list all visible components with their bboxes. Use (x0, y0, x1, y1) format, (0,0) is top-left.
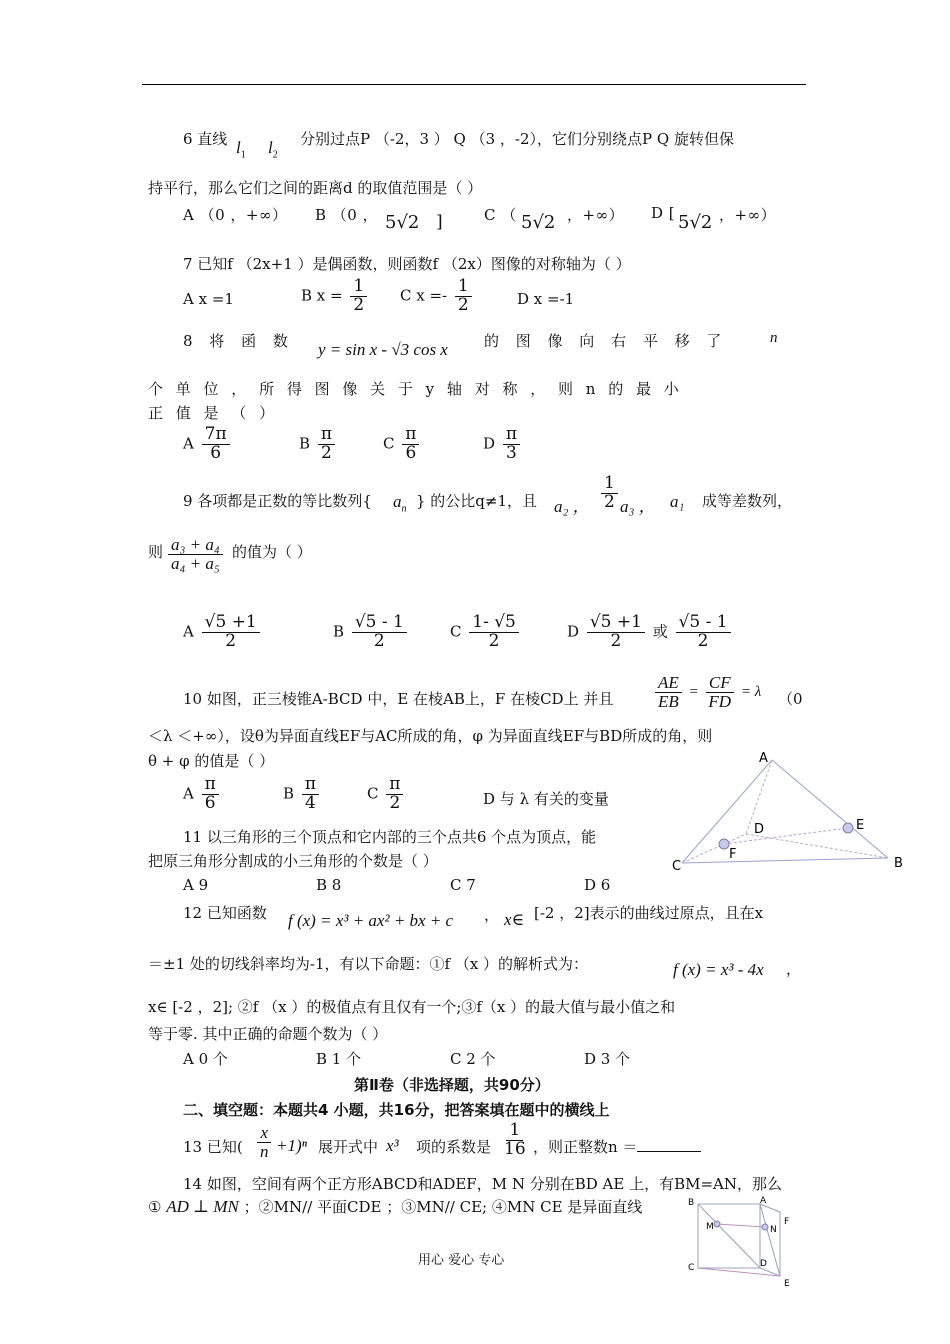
q8-n: n (770, 330, 778, 346)
header-rule (142, 84, 806, 85)
q11-option-d: D 6 (584, 876, 611, 894)
q6-text: 6 直线 (183, 130, 228, 148)
q6-option-b-value: 5√2 (385, 212, 420, 233)
q7-option-c-fraction (455, 278, 472, 315)
label-m: M (706, 1222, 714, 1232)
fraction-numerator: CF (706, 674, 734, 693)
point-m (714, 1221, 720, 1227)
fraction-numerator: π (503, 426, 520, 445)
fraction-numerator: π (202, 776, 219, 795)
fraction-numerator: π (402, 426, 419, 445)
q6-line1 (183, 128, 227, 149)
q8-formula: y = sin x - √3 cos x (318, 340, 448, 359)
q12-option-c: C 2 个 (450, 1050, 496, 1068)
fraction-numerator: 1 (601, 475, 618, 494)
q9-line1b: } 的公比q≠1，且 (416, 492, 538, 510)
q6-option-d-value: 5√2 (678, 212, 713, 233)
cf-fd-fraction (705, 674, 734, 711)
q8-option-b-fraction (318, 426, 335, 463)
q6-option-b: B （0 ， (315, 206, 379, 224)
fraction-denominator: 2 (353, 294, 365, 315)
fraction-denominator: EB (658, 691, 679, 711)
q6-option-a: A （0 ，+∞） (183, 206, 288, 224)
q9-line2b: 的值为（ ） (232, 543, 312, 561)
fraction-numerator: √5 - 1 (352, 614, 407, 633)
answer-blank[interactable] (637, 1137, 701, 1152)
fraction-denominator: 2 (389, 792, 401, 813)
q10-option-b (283, 776, 322, 813)
squares-figure (684, 1194, 800, 1290)
q8-option-a-fraction (202, 426, 230, 463)
circle-one: ① (148, 1198, 162, 1216)
q13-line1b: 展开式中 (318, 1138, 379, 1156)
fraction-numerator: a₃ + a₄ (168, 536, 223, 555)
q8-line2: 个 单 位 ， 所 得 图 像 关 于 y 轴 对 称 ， 则 n 的 最 小 (148, 380, 683, 398)
fraction-numerator: x (257, 1124, 271, 1143)
fraction-numerator: π (318, 426, 335, 445)
point-n (762, 1224, 768, 1230)
q9-an (393, 492, 407, 514)
q6-l2 (268, 138, 278, 160)
fraction-numerator: √5 +1 (587, 614, 645, 633)
label-d: D (754, 822, 765, 837)
label-c: C (672, 859, 682, 874)
q7-option-b-label: B x = (301, 286, 343, 305)
q8-line3: 正 值 是 （ ） (148, 404, 279, 422)
q9-option-d-fraction (587, 614, 645, 651)
option-letter: B (299, 434, 311, 453)
q13-line1d (533, 1136, 701, 1157)
point-e (843, 823, 853, 833)
fraction-numerator: 1 (350, 278, 367, 297)
q8-line1b: 的 图 像 向 右 平 移 了 (484, 332, 728, 350)
q6-l1 (236, 138, 246, 160)
q7-option-b-fraction (350, 278, 367, 315)
q12-option-d: D 3 个 (584, 1050, 631, 1068)
lambda-symbol: = λ (740, 683, 762, 700)
fraction-numerator: AE (655, 674, 682, 693)
fraction-numerator: 1 (506, 1122, 523, 1141)
q13-plus: +1)ⁿ (276, 1136, 307, 1155)
q10-option-a-fraction (202, 776, 219, 813)
q12-option-a: A 0 个 (183, 1050, 228, 1068)
q6-line2: 持平行，那么它们之间的距离d 的取值范围是（ ） (148, 179, 483, 197)
q9-option-a (183, 614, 263, 651)
q10-option-d: D 与 λ 有关的变量 (483, 790, 609, 808)
option-letter: C (383, 434, 395, 453)
q9-line1c: 成等差数列， (702, 492, 793, 510)
fraction-numerator: 1- √5 (469, 614, 519, 633)
option-letter: B (333, 622, 345, 641)
q11-option-c: C 7 (450, 876, 476, 894)
label-a: A (760, 1196, 767, 1206)
q13-x3: x³ (386, 1136, 399, 1155)
q12-formula2: f (x) = x³ - 4x (673, 960, 764, 979)
q9-ratio (165, 536, 226, 573)
label-f: F (729, 847, 737, 862)
fraction-numerator: π (386, 776, 403, 795)
q9-a1: a₁ (670, 492, 685, 511)
q11-option-b: B 8 (316, 876, 342, 894)
q8-option-d-fraction (503, 426, 520, 463)
edge-ab (772, 760, 888, 858)
q8-option-c-fraction (402, 426, 419, 463)
fraction-numerator: √5 +1 (202, 614, 260, 633)
q10-option-b-fraction (302, 776, 319, 813)
q10-line1a: 10 如图，正三棱锥A-BCD 中，E 在棱AB上，F 在棱CD上 并且 (183, 690, 614, 708)
q9-option-d (567, 614, 734, 651)
fraction-denominator: 6 (405, 442, 417, 463)
q12-line1c: [-2 ，2]表示的曲线过原点，且在x (534, 904, 764, 922)
label-e: E (784, 1279, 790, 1289)
option-letter: A (183, 622, 194, 641)
option-letter: C (450, 622, 462, 641)
segment-mn (717, 1224, 765, 1227)
fraction-denominator: 2 (320, 442, 332, 463)
q9-option-c (450, 614, 522, 651)
q9-option-a-fraction (202, 614, 260, 651)
fraction-numerator: π (302, 776, 319, 795)
label-n: N (770, 1225, 777, 1235)
q9-half-fraction (601, 475, 618, 512)
fraction-denominator: 6 (204, 792, 216, 813)
option-letter: A (183, 434, 194, 453)
q9-ratio-fraction (168, 536, 223, 573)
fraction-denominator: 4 (304, 792, 316, 813)
q8-option-c (383, 426, 422, 463)
q6-option-c-end: ，+∞） (567, 206, 625, 224)
q6-option-d: D [ (651, 204, 676, 222)
q14-statements: ；②MN// 平面CDE ；③MN// CE; ④MN CE 是异面直线 (243, 1198, 643, 1216)
part2-heading: 第Ⅱ卷（非选择题，共90分） (354, 1076, 550, 1094)
q7-option-a: A x =1 (183, 290, 234, 308)
l1-sub: 1 (240, 149, 246, 161)
fraction-denominator: 3 (505, 442, 517, 463)
q13-coef (498, 1122, 532, 1159)
q10-line1b: （0 (778, 690, 803, 708)
q11-line1: 11 以三角形的三个顶点和它内部的三个点共6 个点为顶点，能 (183, 828, 597, 846)
q9-option-c-fraction (469, 614, 519, 651)
option-letter: C (367, 784, 379, 803)
q12-line1b: ， (484, 906, 500, 924)
q8-option-a (183, 426, 233, 463)
q8-line1a: 8 将 函 数 (183, 332, 294, 350)
fraction-numerator: 7π (202, 426, 230, 445)
fraction-denominator: FD (708, 691, 732, 711)
tetrahedron-figure (668, 748, 908, 878)
q6-option-c-value: 5√2 (521, 212, 556, 233)
fraction-denominator: 2 (488, 630, 500, 651)
q6-option-c: C （ (484, 206, 517, 224)
option-letter: D (483, 434, 496, 453)
footer-text: 用心 爱心 专心 (418, 1253, 505, 1268)
q12-line1a: 12 已知函数 (183, 904, 267, 922)
q8-option-d (483, 426, 523, 463)
fraction-denominator: n (260, 1141, 269, 1161)
l1-symbol: l (236, 138, 241, 157)
x-over-n-fraction (257, 1124, 272, 1161)
q13-tail-text: ，则正整数n ＝ (533, 1138, 638, 1156)
q9-option-b-fraction (352, 614, 407, 651)
fraction-denominator: 2 (457, 294, 469, 315)
fraction-denominator: 2 (373, 630, 385, 651)
q9-half (598, 475, 621, 512)
q12-line3: x∈ [-2 ，2]; ②f （x ）的极值点有且仅有一个;③f（x ）的最大值与最小值之和 (148, 998, 676, 1016)
fraction-denominator: 2 (225, 630, 237, 651)
edge-db (746, 834, 888, 858)
q13-x-over-n (254, 1124, 275, 1161)
q9-option-b (333, 614, 410, 651)
q9-option-d2-fraction (676, 614, 731, 651)
ad-perp-mn: AD ⊥ MN (166, 1197, 239, 1216)
q6-mid: 分别过点P （-2，3 ） Q （3 ，-2），它们分别绕点P Q 旋转但保 (300, 130, 734, 148)
l2-symbol: l (268, 138, 273, 157)
label-a: A (759, 751, 768, 766)
label-d: D (760, 1259, 767, 1269)
q13-line1c: 项的系数是 (416, 1138, 492, 1156)
q9-a2: a₂ ， (554, 497, 590, 516)
option-letter: A (183, 784, 194, 803)
or-text: 或 (652, 622, 668, 641)
segment-ce (698, 1268, 780, 1276)
fraction-denominator: a₄ + a₅ (171, 553, 220, 573)
q7-line1: 7 已知f （2x+1 ）是偶函数，则函数f （2x）图像的对称轴为（ ） (183, 255, 631, 273)
label-c: C (688, 1263, 695, 1273)
fraction-denominator: 2 (610, 630, 622, 651)
label-b: B (688, 1198, 695, 1208)
fraction-numerator: √5 - 1 (676, 614, 731, 633)
q10-option-c (367, 776, 406, 813)
q10-fractions: $\frac{AE}{EB}$ = $\frac{CF}{FD}$ = λ (652, 674, 761, 711)
q10-line3: θ + φ 的值是（ ） (148, 752, 275, 770)
q7-option-c-label: C x =- (400, 286, 448, 305)
fraction-denominator: 6 (210, 442, 222, 463)
edge-cb (682, 858, 888, 863)
fraction-denominator: 16 (504, 1138, 526, 1159)
fraction-denominator: 2 (697, 630, 709, 651)
option-letter: B (283, 784, 295, 803)
q12-option-b: B 1 个 (316, 1050, 362, 1068)
q9-a3: a₃ ， (620, 497, 656, 516)
an-subscript: n (401, 503, 407, 515)
q13-line1a: 13 已知( (183, 1138, 243, 1156)
q12-line2a: ＝±1 处的切线斜率均为-1，有以下命题：①f （x ）的解析式为： (148, 955, 589, 973)
label-f: F (784, 1217, 790, 1227)
section-heading: 二、填空题：本题共4 小题，共16分，把答案填在题中的横线上 (183, 1101, 610, 1119)
q12-line2b: ， (786, 960, 802, 978)
point-f (719, 839, 729, 849)
q12-domain: x∈ (504, 910, 525, 929)
q14-line1: 14 如图，空间有两个正方形ABCD和ADEF，M N 分别在BD AE 上，有BM=AN，那么 (183, 1175, 783, 1193)
diagonal-bd (698, 1204, 760, 1268)
q10-option-a (183, 776, 222, 813)
q14-line2 (148, 1196, 642, 1217)
q10-line2: ＜λ ＜+∞），设θ为异面直线EF与AC所成的角，φ 为异面直线EF与BD所成的角，则 (148, 727, 713, 745)
q9-line1a: 9 各项都是正数的等比数列{ (183, 492, 372, 510)
q11-line2: 把原三角形分割成的小三角形的个数是（ ） (148, 852, 438, 870)
q8-option-b (299, 426, 338, 463)
q12-line4: 等于零. 其中正确的命题个数为（ ） (148, 1025, 388, 1043)
label-b: B (894, 856, 903, 871)
q12-formula: f (x) = x³ + ax² + bx + c (288, 911, 454, 930)
q6-option-b-end: ] (436, 212, 443, 232)
an-symbol: a (393, 492, 402, 511)
q9-line2a: 则 (148, 543, 164, 561)
fraction-numerator: 1 (455, 278, 472, 297)
q7-option-c (400, 278, 475, 315)
q6-option-d-end: ，+∞） (719, 206, 777, 224)
fraction-denominator: 2 (604, 491, 615, 512)
q7-option-b (301, 278, 370, 315)
q7-option-d: D x =-1 (517, 290, 575, 308)
label-e: E (856, 818, 865, 833)
ae-eb-fraction (655, 674, 682, 711)
l2-sub: 2 (272, 149, 278, 161)
coef-fraction (501, 1122, 529, 1159)
q10-option-c-fraction (386, 776, 403, 813)
q11-option-a: A 9 (183, 876, 209, 894)
option-letter: D (567, 622, 580, 641)
